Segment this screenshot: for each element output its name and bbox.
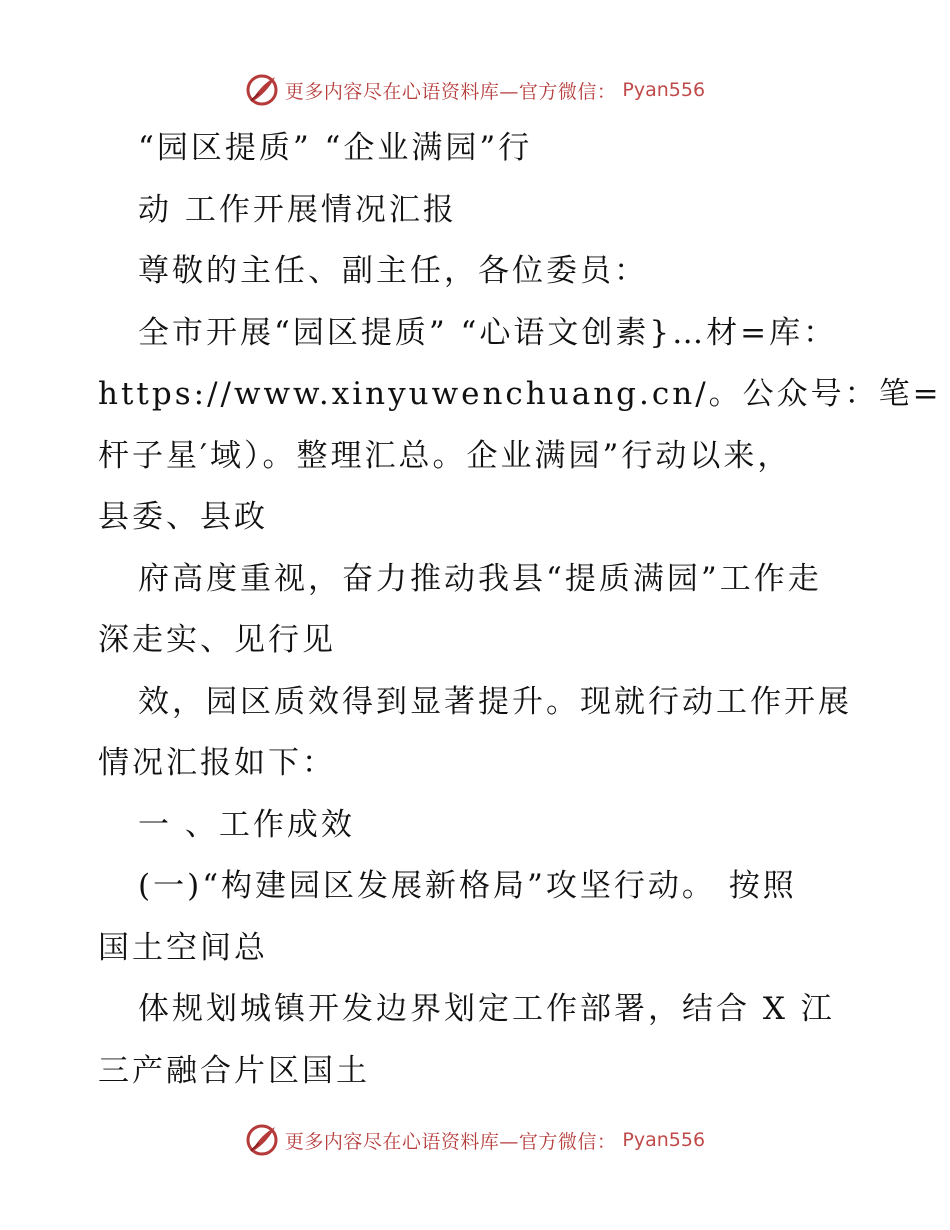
paragraph-line: 县委、县政	[98, 499, 268, 535]
quill-logo-icon	[245, 1123, 279, 1157]
doc-title-line-2: 动 工作开展情况汇报	[138, 191, 457, 228]
paragraph-line: 体规划城镇开发边界划定工作部署，结合 X 江	[138, 991, 835, 1027]
paragraph-line: 府高度重视，奋力推动我县“提质满园”工作走	[138, 560, 822, 597]
section-heading: 一 、工作成效	[138, 806, 355, 843]
footer-banner-text: 更多内容尽在心语资料库—官方微信：	[284, 1130, 617, 1153]
salutation: 尊敬的主任、副主任，各位委员：	[138, 253, 648, 289]
header-banner	[0, 70, 950, 110]
header-banner-wechat-id: Pyan556	[622, 79, 706, 101]
paragraph-line-url: https://www.xinyuwenchuang.cn/。公众号：笔=	[98, 376, 942, 412]
paragraph-line: 三产融合片区国土	[98, 1052, 370, 1089]
paragraph-line: 效，园区质效得到显著提升。现就行动工作开展	[138, 683, 852, 720]
document-body	[98, 122, 942, 1106]
paragraph-line: 全市开展“园区提质” “心语文创素}…材=库：	[138, 314, 838, 351]
header-banner-text: 更多内容尽在心语资料库—官方微信：	[284, 80, 617, 103]
doc-title-line-1: “园区提质” “企业满园”行	[138, 130, 533, 166]
paragraph-line: 深走实、见行见	[98, 622, 336, 658]
footer-banner	[0, 1120, 950, 1160]
subsection-heading: (一)“构建园区发展新格局”攻坚行动。 按照	[138, 868, 797, 904]
quill-logo-icon	[245, 73, 279, 107]
paragraph-line: 情况汇报如下：	[98, 745, 336, 781]
paragraph-line: 杆子星′域）。整理汇总。企业满园”行动以来，	[98, 437, 792, 474]
paragraph-line: 国土空间总	[98, 929, 268, 966]
footer-banner-wechat-id: Pyan556	[622, 1129, 706, 1151]
